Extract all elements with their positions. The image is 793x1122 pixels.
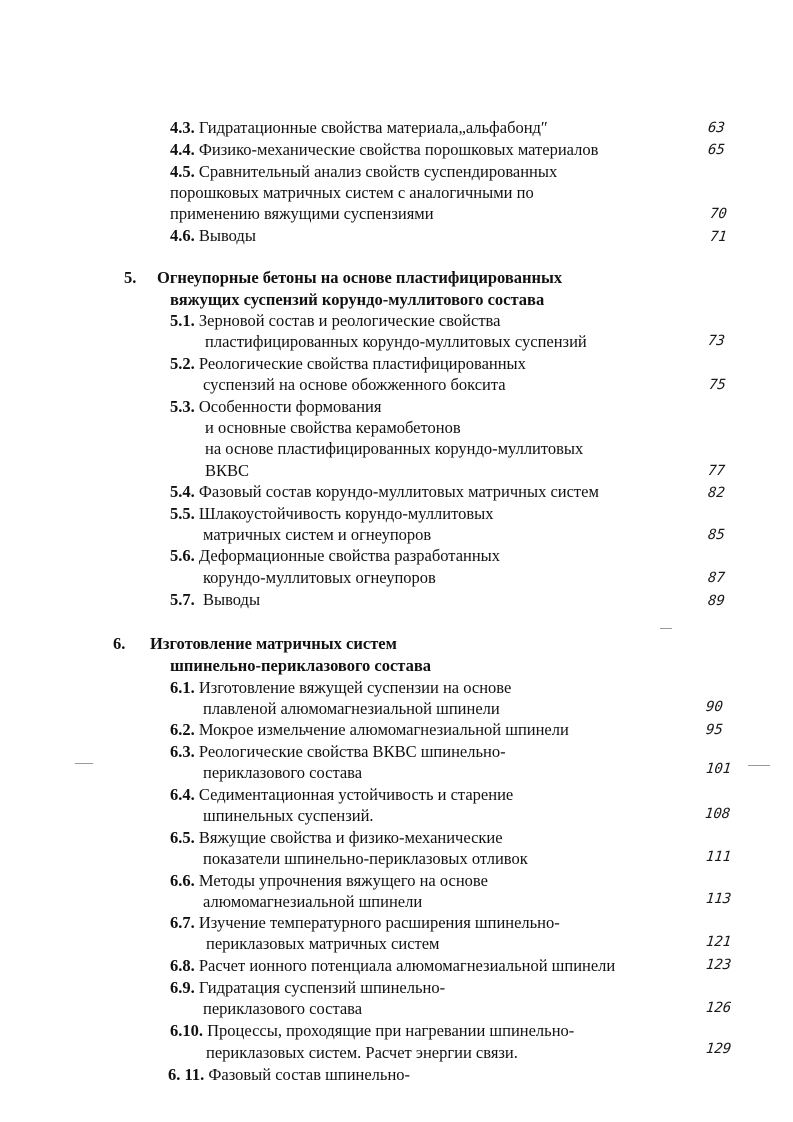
entry-number: 5.3.: [170, 397, 195, 416]
page-number: 70: [709, 206, 728, 222]
scan-speck: [660, 628, 672, 629]
toc-entry-4-4: [170, 140, 598, 160]
entry-title-line4: ВКВС: [205, 461, 250, 480]
chapter-6-title-line1: Изготовление матричных систем: [150, 634, 397, 653]
entry-title-line2: плавленой алюмомагнезиальной шпинели: [203, 699, 500, 718]
entry-number: 4.3.: [170, 118, 195, 137]
entry-title-line2: периклазовых систем. Расчет энергии связи.: [206, 1043, 518, 1062]
entry-number: 5.6.: [170, 546, 195, 565]
entry-title-line1: Сравнительный анализ свойств суспендированных: [198, 162, 558, 181]
entry-number: 5.1.: [170, 311, 195, 330]
page-number: 77: [707, 463, 726, 479]
entry-title-line2: периклазового состава: [203, 763, 363, 782]
entry-number: 4.5.: [170, 162, 195, 181]
chapter-6-number: 6.: [113, 634, 126, 653]
entry-title-line2: шпинельных суспензий.: [203, 806, 374, 825]
entry-number: 6.5.: [170, 828, 195, 847]
toc-entry-4-3: [170, 118, 548, 138]
toc-entry-5-3: [170, 397, 381, 417]
entry-title-line1: Фазовый состав шпинельно-: [208, 1065, 411, 1084]
entry-title-line2: порошковых матричных систем с аналогичными по: [170, 183, 534, 202]
page-number: 129: [705, 1041, 733, 1057]
entry-title: Выводы: [203, 590, 261, 609]
toc-entry-4-6: [170, 226, 256, 246]
entry-number: 5.5.: [170, 504, 195, 523]
entry-title-line1: Изготовление вяжущей суспензии на основе: [198, 678, 512, 697]
entry-number: 5.7.: [170, 590, 195, 609]
chapter-5-title-line2: вяжущих суспензий корундо-муллитового состава: [170, 290, 545, 309]
page-number: 121: [705, 934, 733, 950]
chapter-5-title-line1: Огнеупорные бетоны на основе пластифицированных: [157, 268, 563, 287]
page-number: 63: [707, 120, 726, 136]
entry-title-line1: Методы упрочнения вяжущего на основе: [198, 871, 488, 890]
entry-number: 6.6.: [170, 871, 195, 890]
page-number: 111: [705, 849, 733, 865]
toc-entry-6-5: [170, 828, 503, 848]
entry-title-line1: Вяжущие свойства и физико-механические: [198, 828, 503, 847]
entry-title-line3: применению вяжущими суспензиями: [170, 204, 434, 223]
entry-title: Физико-механические свойства порошковых материалов: [198, 140, 599, 159]
page-number: 123: [705, 957, 733, 973]
toc-entry-5-5: [170, 504, 494, 524]
entry-title: Мокрое измельчение алюмомагнезиальной шпинели: [198, 720, 569, 739]
entry-number: 4.4.: [170, 140, 195, 159]
toc-entry-5-1: [170, 311, 500, 331]
toc-entry-6-3: [170, 742, 506, 762]
page-number: 73: [707, 333, 726, 349]
toc-entry-5-7: [170, 590, 260, 610]
entry-number: 6.8.: [170, 956, 195, 975]
entry-title-line2: алюмомагнезиальной шпинели: [203, 892, 423, 911]
entry-title-line1: Реологические свойства пластифицированных: [198, 354, 526, 373]
page-number: 113: [705, 891, 733, 907]
entry-number: 6.10.: [170, 1021, 203, 1040]
toc-entry-5-4: [170, 482, 599, 502]
page-number: 71: [709, 229, 728, 245]
toc-entry-6-10: [170, 1021, 574, 1041]
page-number: 82: [707, 485, 726, 501]
entry-title-line1: Изучение температурного расширения шпинельно-: [198, 913, 560, 932]
entry-title: Расчет ионного потенциала алюмомагнезиальной шпинели: [198, 956, 616, 975]
toc-entry-5-6: [170, 546, 500, 566]
entry-number: 5.4.: [170, 482, 195, 501]
entry-title-line1: Реологические свойства ВКВС шпинельно-: [198, 742, 506, 761]
entry-title-line2: матричных систем и огнеупоров: [203, 525, 432, 544]
scan-speck: [748, 765, 770, 766]
scan-speck: [75, 763, 93, 764]
toc-entry-6-4: [170, 785, 513, 805]
entry-title-line1: Шлакоустойчивость корундо-муллитовых: [198, 504, 494, 523]
chapter-6-title-line2: шпинельно-периклазового состава: [170, 656, 432, 675]
entry-number: 5.2.: [170, 354, 195, 373]
entry-title: Гидратационные свойства материала„альфабонд″: [198, 118, 548, 137]
page-number: 101: [705, 761, 733, 777]
toc-entry-5-2: [170, 354, 526, 374]
entry-number: 6.4.: [170, 785, 195, 804]
page-number: 85: [707, 527, 726, 543]
entry-title-line2: показатели шпинельно-периклазовых отливок: [203, 849, 528, 868]
entry-title-line1: Особенности формования: [198, 397, 382, 416]
entry-number: 6.9.: [170, 978, 195, 997]
entry-number: 6. 11.: [168, 1065, 205, 1084]
entry-title-line1: Зерновой состав и реологические свойства: [198, 311, 501, 330]
entry-number: 6.3.: [170, 742, 195, 761]
entry-title: Фазовый состав корундо-муллитовых матричных систем: [198, 482, 599, 501]
page-number: 89: [707, 593, 726, 609]
entry-title-line3: на основе пластифицированных корундо-муллитовых: [205, 439, 584, 458]
entry-number: 4.6.: [170, 226, 195, 245]
entry-title-line2: периклазовых матричных систем: [206, 934, 440, 953]
toc-entry-6-9: [170, 978, 445, 998]
chapter-5-number: 5.: [124, 268, 137, 287]
entry-title-line1: Процессы, проходящие при нагревании шпинельно-: [207, 1021, 575, 1040]
entry-title-line2: корундо-муллитовых огнеупоров: [203, 568, 436, 587]
entry-title-line2: и основные свойства керамобетонов: [205, 418, 461, 437]
toc-entry-6-8: [170, 956, 615, 976]
page-number: 75: [708, 377, 727, 393]
toc-entry-6-6: [170, 871, 488, 891]
page-number: 108: [704, 806, 732, 822]
page-number: 90: [705, 699, 724, 715]
entry-number: 6.2.: [170, 720, 195, 739]
toc-entry-6-7: [170, 913, 560, 933]
entry-title: Выводы: [198, 226, 256, 245]
entry-number: 6.7.: [170, 913, 195, 932]
entry-title-line1: Гидратация суспензий шпинельно-: [198, 978, 446, 997]
page-number: 126: [705, 1000, 733, 1016]
toc-entry-6-11: [168, 1065, 410, 1085]
entry-title-line2: суспензий на основе обожженного боксита: [203, 375, 506, 394]
entry-number: 6.1.: [170, 678, 195, 697]
toc-entry-6-2: [170, 720, 569, 740]
entry-title-line2: пластифицированных корундо-муллитовых суспензий: [205, 332, 587, 351]
entry-title-line1: Деформационные свойства разработанных: [198, 546, 501, 565]
entry-title-line1: Седиментационная устойчивость и старение: [198, 785, 514, 804]
page-number: 65: [707, 142, 726, 158]
page-number: 87: [707, 570, 726, 586]
toc-entry-4-5: [170, 162, 557, 182]
page-number: 95: [705, 722, 724, 738]
toc-entry-6-1: [170, 678, 511, 698]
entry-title-line2: периклазового состава: [203, 999, 363, 1018]
